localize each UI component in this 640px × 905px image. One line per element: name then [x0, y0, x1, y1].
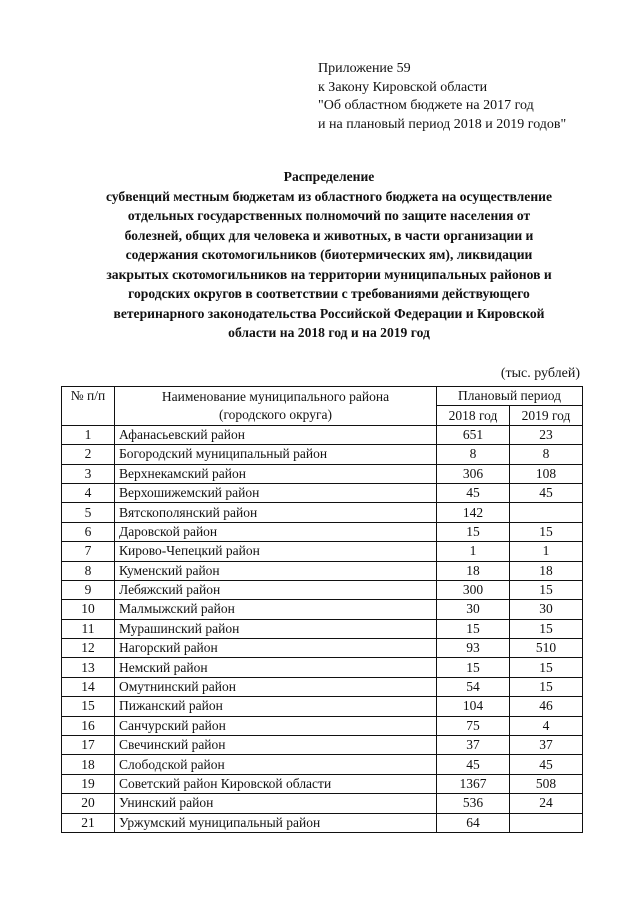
- row-number: 17: [62, 736, 115, 755]
- title-line: закрытых скотомогильников на территории муниципальных районов и: [106, 266, 552, 282]
- value-2018: 651: [437, 425, 510, 444]
- table-row: [62, 736, 583, 755]
- value-2018: 15: [437, 522, 510, 541]
- district-name: Афанасьевский район: [115, 425, 437, 444]
- table-row: [62, 697, 583, 716]
- value-2018: 37: [437, 736, 510, 755]
- value-2019: 108: [510, 464, 583, 483]
- value-2019: 4: [510, 716, 583, 735]
- value-2018: 536: [437, 794, 510, 813]
- header-num: № п/п: [62, 387, 115, 426]
- value-2019: 46: [510, 697, 583, 716]
- table-row: [62, 774, 583, 793]
- table-row: [62, 483, 583, 502]
- value-2018: 142: [437, 503, 510, 522]
- value-2019: 45: [510, 483, 583, 502]
- table-row: [62, 619, 583, 638]
- district-name: Верхнекамский район: [115, 464, 437, 483]
- value-2019: 15: [510, 677, 583, 696]
- row-number: 11: [62, 619, 115, 638]
- district-name: Лебяжский район: [115, 580, 437, 599]
- district-name: Слободской район: [115, 755, 437, 774]
- value-2019: 24: [510, 794, 583, 813]
- value-2019: 15: [510, 580, 583, 599]
- value-2018: 18: [437, 561, 510, 580]
- table-row: [62, 813, 583, 832]
- value-2019: 510: [510, 639, 583, 658]
- row-number: 6: [62, 522, 115, 541]
- district-name: Мурашинский район: [115, 619, 437, 638]
- header-period: Плановый период: [437, 387, 583, 406]
- title-line: области на 2018 год и на 2019 год: [228, 325, 430, 340]
- district-name: Куменский район: [115, 561, 437, 580]
- table-row: [62, 503, 583, 522]
- title-line: субвенций местным бюджетам из областного бюджета на осуществление: [105, 188, 553, 204]
- district-name: Немский район: [115, 658, 437, 677]
- row-number: 21: [62, 813, 115, 832]
- header-name-line2: (городского округа): [218, 406, 333, 422]
- district-name: Малмыжский район: [115, 600, 437, 619]
- header-2018: 2018 год: [437, 406, 510, 425]
- value-2018: 1: [437, 542, 510, 561]
- appendix-line: к Закону Кировской области: [318, 79, 488, 95]
- row-number: 9: [62, 580, 115, 599]
- value-2018: 1367: [437, 774, 510, 793]
- document-title: [40, 167, 618, 343]
- value-2019: 37: [510, 736, 583, 755]
- value-2018: 300: [437, 580, 510, 599]
- table-header-row: [62, 387, 583, 406]
- value-2019: 15: [510, 522, 583, 541]
- value-2018: 15: [437, 619, 510, 638]
- appendix-line: "Об областном бюджете на 2017 год: [318, 98, 534, 113]
- value-2019: 18: [510, 561, 583, 580]
- value-2019: 8: [510, 445, 583, 464]
- row-number: 18: [62, 755, 115, 774]
- value-2018: 30: [437, 600, 510, 619]
- title-line: ветеринарного законодательства Российской Федерации и Кировской: [113, 305, 545, 321]
- value-2019: 30: [510, 600, 583, 619]
- value-2018: 8: [437, 445, 510, 464]
- table-row: [62, 600, 583, 619]
- district-name: Советский район Кировской области: [115, 774, 437, 793]
- table-row: [62, 445, 583, 464]
- value-2018: 15: [437, 658, 510, 677]
- district-name: Санчурский район: [115, 716, 437, 735]
- row-number: 10: [62, 600, 115, 619]
- value-2019: 508: [510, 774, 583, 793]
- table-row: [62, 425, 583, 444]
- row-number: 7: [62, 542, 115, 561]
- district-name: Свечинский район: [115, 736, 437, 755]
- table-row: [62, 677, 583, 696]
- value-2018: 54: [437, 677, 510, 696]
- table-row: [62, 561, 583, 580]
- title-line: Распределение: [283, 169, 375, 184]
- district-name: Вятскополянский район: [115, 503, 437, 522]
- district-name: Омутнинский район: [115, 677, 437, 696]
- row-number: 8: [62, 561, 115, 580]
- value-2019: 23: [510, 425, 583, 444]
- row-number: 19: [62, 774, 115, 793]
- row-number: 4: [62, 483, 115, 502]
- district-name: Богородский муниципальный район: [115, 445, 437, 464]
- value-2018: 45: [437, 483, 510, 502]
- district-name: Унинский район: [115, 794, 437, 813]
- appendix-note: [318, 60, 566, 134]
- row-number: 13: [62, 658, 115, 677]
- subvention-table: [61, 386, 583, 833]
- row-number: 2: [62, 445, 115, 464]
- value-2018: 75: [437, 716, 510, 735]
- row-number: 12: [62, 639, 115, 658]
- table-row: [62, 464, 583, 483]
- title-line: отдельных государственных полномочий по защите населения от: [127, 208, 531, 223]
- title-line: болезней, общих для человека и животных, в части организации и: [124, 227, 534, 243]
- table-row: [62, 580, 583, 599]
- appendix-line: Приложение 59: [318, 61, 411, 76]
- value-2019: 1: [510, 542, 583, 561]
- value-2018: 306: [437, 464, 510, 483]
- table-row: [62, 755, 583, 774]
- row-number: 3: [62, 464, 115, 483]
- value-2018: 104: [437, 697, 510, 716]
- table-row: [62, 639, 583, 658]
- row-number: 15: [62, 697, 115, 716]
- row-number: 1: [62, 425, 115, 444]
- district-name: Уржумский муниципальный район: [115, 813, 437, 832]
- value-2018: 64: [437, 813, 510, 832]
- value-2019: 15: [510, 658, 583, 677]
- table-row: [62, 542, 583, 561]
- title-line: городских округов в соответствии с требованиями действующего: [128, 286, 530, 301]
- district-name: Кирово-Чепецкий район: [115, 542, 437, 561]
- title-line: содержания скотомогильников (биотермических ям), ликвидации: [125, 247, 533, 262]
- table-row: [62, 522, 583, 541]
- row-number: 16: [62, 716, 115, 735]
- value-2019: [510, 503, 583, 522]
- header-name: [115, 387, 437, 426]
- header-name-line1: Наименование муниципального района: [161, 388, 390, 404]
- row-number: 14: [62, 677, 115, 696]
- table-row: [62, 794, 583, 813]
- appendix-line: и на плановый период 2018 и 2019 годов": [318, 116, 567, 132]
- header-2019: 2019 год: [510, 406, 583, 425]
- value-2019: [510, 813, 583, 832]
- value-2019: 45: [510, 755, 583, 774]
- district-name: Верхошижемский район: [115, 483, 437, 502]
- units-label: (тыс. рублей): [500, 366, 580, 381]
- district-name: Нагорский район: [115, 639, 437, 658]
- table-row: [62, 716, 583, 735]
- value-2019: 15: [510, 619, 583, 638]
- district-name: Даровской район: [115, 522, 437, 541]
- district-name: Пижанский район: [115, 697, 437, 716]
- row-number: 20: [62, 794, 115, 813]
- table-row: [62, 658, 583, 677]
- row-number: 5: [62, 503, 115, 522]
- value-2018: 45: [437, 755, 510, 774]
- value-2018: 93: [437, 639, 510, 658]
